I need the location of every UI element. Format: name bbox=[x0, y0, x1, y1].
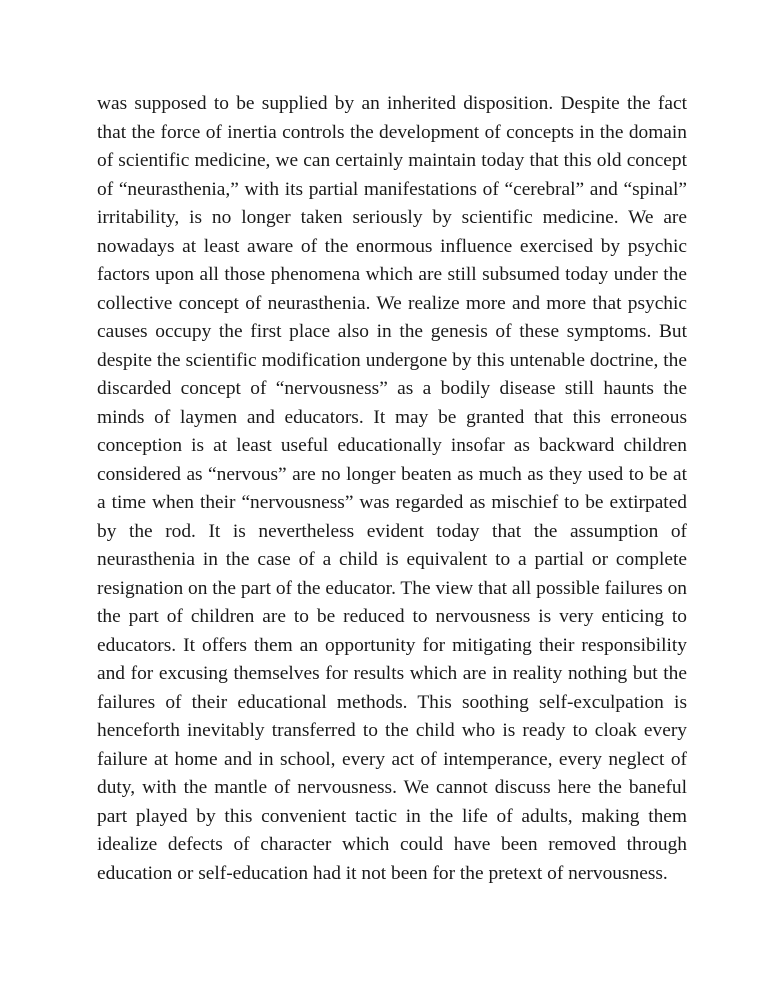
text-line: was supposed to be supplied by an inherited disposition. Despite the fact bbox=[97, 93, 687, 114]
text-line: discarded concept of “nervousness” as a bodily disease still haunts the bbox=[97, 378, 687, 399]
text-line: of scientific medicine, we can certainly maintain today that this old concept bbox=[97, 150, 687, 171]
text-line: idealize defects of character which could have been removed through bbox=[97, 834, 687, 855]
text-line: factors upon all those phenomena which are still subsumed today under the bbox=[97, 264, 687, 285]
text-line: duty, with the mantle of nervousness. We cannot discuss here the baneful bbox=[97, 777, 687, 798]
text-line: irritability, is no longer taken seriously by scientific medicine. We are bbox=[97, 207, 687, 228]
text-line: educators. It offers them an opportunity for mitigating their responsibility bbox=[97, 634, 687, 656]
text-line: failures of their educational methods. This soothing self-exculpation is bbox=[97, 691, 687, 713]
text-line: part played by this convenient tactic in the life of adults, making them bbox=[97, 805, 687, 827]
text-line: neurasthenia in the case of a child is equivalent to a partial or complete bbox=[97, 549, 687, 570]
text-line: minds of laymen and educators. It may be granted that this erroneous bbox=[97, 406, 687, 428]
body-paragraph bbox=[97, 90, 687, 888]
text-line: resignation on the part of the educator. The view that all possible failures on bbox=[97, 577, 687, 599]
text-line: despite the scientific modification undergone by this untenable doctrine, the bbox=[97, 349, 687, 371]
text-line: by the rod. It is nevertheless evident today that the assumption of bbox=[97, 520, 687, 542]
text-line: considered as “nervous” are no longer beaten as much as they used to be at bbox=[97, 463, 687, 485]
text-line: nowadays at least aware of the enormous influence exercised by psychic bbox=[97, 235, 687, 257]
text-line: collective concept of neurasthenia. We realize more and more that psychic bbox=[97, 292, 687, 314]
text-line: a time when their “nervousness” was regarded as mischief to be extirpated bbox=[97, 492, 687, 513]
text-line: failure at home and in school, every act of intemperance, every neglect of bbox=[97, 748, 687, 770]
text-line-last: education or self-education had it not been for the pretext of nervousness. bbox=[97, 862, 668, 884]
text-line: henceforth inevitably transferred to the child who is ready to cloak every bbox=[97, 720, 687, 741]
text-line: of “neurasthenia,” with its partial manifestations of “cerebral” and “spinal” bbox=[97, 178, 687, 200]
text-line: the part of children are to be reduced to nervousness is very enticing to bbox=[97, 606, 687, 627]
text-line: and for excusing themselves for results which are in reality nothing but the bbox=[97, 663, 687, 684]
text-line: that the force of inertia controls the development of concepts in the domain bbox=[97, 121, 687, 143]
text-line: conception is at least useful educationally insofar as backward children bbox=[97, 435, 687, 456]
text-line: causes occupy the first place also in the genesis of these symptoms. But bbox=[97, 321, 687, 342]
